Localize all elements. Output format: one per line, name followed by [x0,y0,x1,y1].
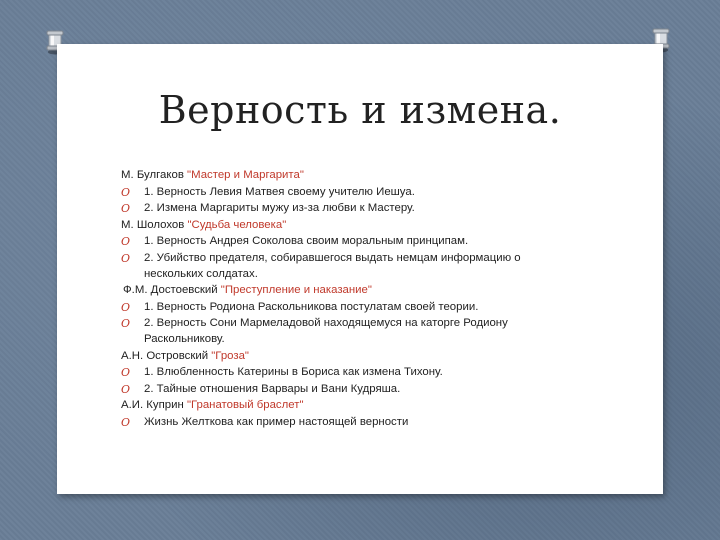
slide-title: Верность и измена. [158,88,562,132]
list-item-text: 2. Верность Сони Мармеладовой находящемуся на каторге Родиону Раскольникову. [144,317,508,345]
bullet-icon: O [121,382,131,396]
section-heading-ostrovsky [121,349,561,365]
list-item-text: Жизнь Желткова как пример настоящей верности [144,415,409,428]
section-heading-dostoevsky [121,283,561,299]
bullet-icon: O [121,202,131,216]
section-heading-sholokhov [121,218,561,234]
author-name: А.Н. Островский [121,349,212,362]
list-item-text: 1. Верность Андрея Соколова своим моральным принципам. [144,235,469,248]
work-title: "Гранатовый браслет" [186,399,304,412]
list-item [121,415,561,431]
list-item [121,316,561,347]
bullet-icon: O [121,235,131,249]
bullet-icon: O [121,251,131,265]
list-item-text: 2. Измена Маргариты мужу из-за любви к Мастеру. [144,202,415,215]
author-name: М. Шолохов [121,218,188,231]
work-title: "Гроза" [211,349,249,362]
list-item [121,300,561,316]
author-name: М. Булгаков [121,169,188,181]
list-item [121,185,561,201]
section-heading-bulgakov [121,168,561,184]
bullet-icon: O [121,317,131,331]
list-item [121,251,561,282]
list-item-text: 1. Верность Левия Матвея своему учителю Иешуа. [144,185,415,198]
slide-content [121,168,561,432]
author-name: А.И. Куприн [121,399,187,412]
bullet-icon: O [121,366,131,380]
list-item-text: 2. Тайные отношения Варвары и Вани Кудряша. [144,382,401,395]
author-name: Ф.М. Достоевский [123,284,221,297]
list-item [121,382,561,398]
list-item-text: 1. Влюбленность Катерины в Бориса как измена Тихону. [144,366,443,379]
bullet-icon: O [121,300,131,314]
work-title: "Судьба человека" [187,218,287,231]
list-item [121,365,561,381]
list-item-text: 2. Убийство предателя, собиравшегося выдать немцам информацию о нескольких солдатах. [144,251,521,280]
list-item [121,234,561,250]
list-item [121,201,561,217]
section-heading-kuprin [121,398,561,414]
work-title: "Мастер и Маргарита" [187,169,304,181]
bullet-icon: O [121,185,131,199]
bullet-icon: O [121,415,131,429]
work-title: "Преступление и наказание" [220,284,372,297]
list-item-text: 1. Верность Родиона Раскольникова постулатам своей теории. [144,300,479,313]
